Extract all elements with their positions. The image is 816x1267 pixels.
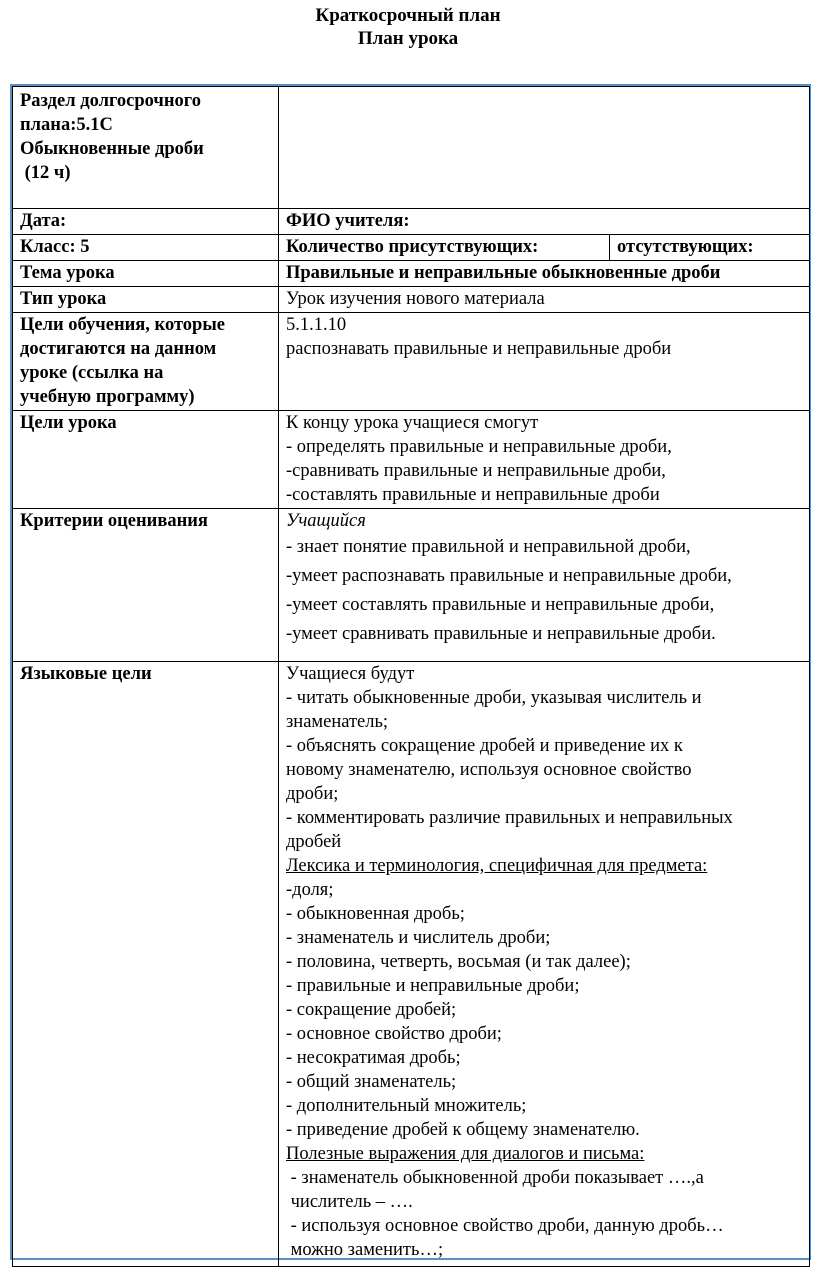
topic-label: Тема урока [13,261,279,287]
row-language-goals [13,662,810,1267]
row-lesson-goals [13,411,810,509]
vocabulary-term: -доля; [286,880,334,900]
section-value [279,87,810,209]
language-goal-line: Учащиеся будут [286,664,415,684]
learning-goals-label-line: Цели обучения, которые [20,315,225,335]
lesson-plan-table [12,86,810,1267]
row-criteria [13,509,810,662]
section-label-line: Раздел долгосрочного [20,91,201,111]
learning-goal-text: распознавать правильные и неправильные дроби [286,339,672,359]
vocabulary-term: - общий знаменатель; [286,1072,457,1092]
vocabulary-term: - приведение дробей к общему знаменателю. [286,1120,640,1140]
criteria-value [279,509,810,662]
lesson-goal-line: - определять правильные и неправильные дроби, [286,437,672,457]
learning-goals-label-line: уроке (ссылка на [20,363,164,383]
language-goal-line: - читать обыкновенные дроби, указывая числитель и [286,688,702,708]
phrase-line: числитель – …. [286,1192,413,1212]
type-value: Урок изучения нового материала [279,287,810,313]
language-goal-line: дроби; [286,784,339,804]
row-class [13,235,810,261]
vocabulary-term: - знаменатель и числитель дроби; [286,928,551,948]
lesson-goal-line: -составлять правильные и неправильные дроби [286,485,660,505]
learning-goals-value [279,313,810,411]
language-goals-value [279,662,810,1267]
lesson-goals-value [279,411,810,509]
phrase-line: - знаменатель обыкновенной дроби показывает ….,а [286,1168,704,1188]
present-count-label: Количество присутствующих: [279,235,610,261]
date-label: Дата: [13,209,279,235]
criteria-heading: Учащийся [286,511,366,531]
lesson-goal-line: К концу урока учащиеся смогут [286,413,539,433]
language-goal-line: дробей [286,832,342,852]
topic-value: Правильные и неправильные обыкновенные дроби [279,261,810,287]
document-subtitle: План урока [357,28,459,49]
row-date [13,209,810,235]
vocabulary-term: - основное свойство дроби; [286,1024,502,1044]
vocabulary-term: - обыкновенная дробь; [286,904,465,924]
phrase-line: - используя основное свойство дроби, данную дробь… [286,1216,724,1236]
criteria-line: -умеет сравнивать правильные и неправильные дроби. [286,624,716,644]
criteria-line: - знает понятие правильной и неправильной дроби, [286,537,691,557]
row-section [13,87,810,209]
criteria-line: -умеет распознавать правильные и неправильные дроби, [286,566,732,586]
criteria-label: Критерии оценивания [13,509,279,662]
document-title: Краткосрочный план [315,5,501,26]
learning-goals-label-line: учебную программу) [20,387,195,407]
section-label-line: (12 ч) [20,163,71,183]
lesson-goal-line: -сравнивать правильные и неправильные дроби, [286,461,666,481]
language-goal-line: - объяснять сокращение дробей и приведение их к [286,736,683,756]
phrase-line: можно заменить…; [286,1240,444,1260]
row-type [13,287,810,313]
type-label: Тип урока [13,287,279,313]
vocabulary-heading: Лексика и терминология, специфичная для предмета: [286,856,708,876]
vocabulary-term: - сокращение дробей; [286,1000,457,1020]
teacher-name-label: ФИО учителя: [279,209,810,235]
class-label: Класс: 5 [13,235,279,261]
section-label-line: плана:5.1С [20,115,113,135]
criteria-line: -умеет составлять правильные и неправильные дроби, [286,595,715,615]
learning-goals-label [13,313,279,411]
learning-goal-code: 5.1.1.10 [286,315,347,335]
row-topic [13,261,810,287]
phrases-heading: Полезные выражения для диалогов и письма: [286,1144,645,1164]
vocabulary-term: - половина, четверть, восьмая (и так далее); [286,952,631,972]
section-label [13,87,279,209]
absent-count-label: отсутствующих: [610,235,810,261]
lesson-goals-label: Цели урока [13,411,279,509]
language-goal-line: новому знаменателю, используя основное свойство [286,760,692,780]
language-goal-line: - комментировать различие правильных и неправильных [286,808,733,828]
vocabulary-term: - дополнительный множитель; [286,1096,527,1116]
language-goals-label: Языковые цели [13,662,279,1267]
language-goal-line: знаменатель; [286,712,389,732]
learning-goals-label-line: достигаются на данном [20,339,217,359]
vocabulary-term: - правильные и неправильные дроби; [286,976,580,996]
vocabulary-term: - несократимая дробь; [286,1048,461,1068]
section-label-line: Обыкновенные дроби [20,139,204,159]
row-learning-goals [13,313,810,411]
